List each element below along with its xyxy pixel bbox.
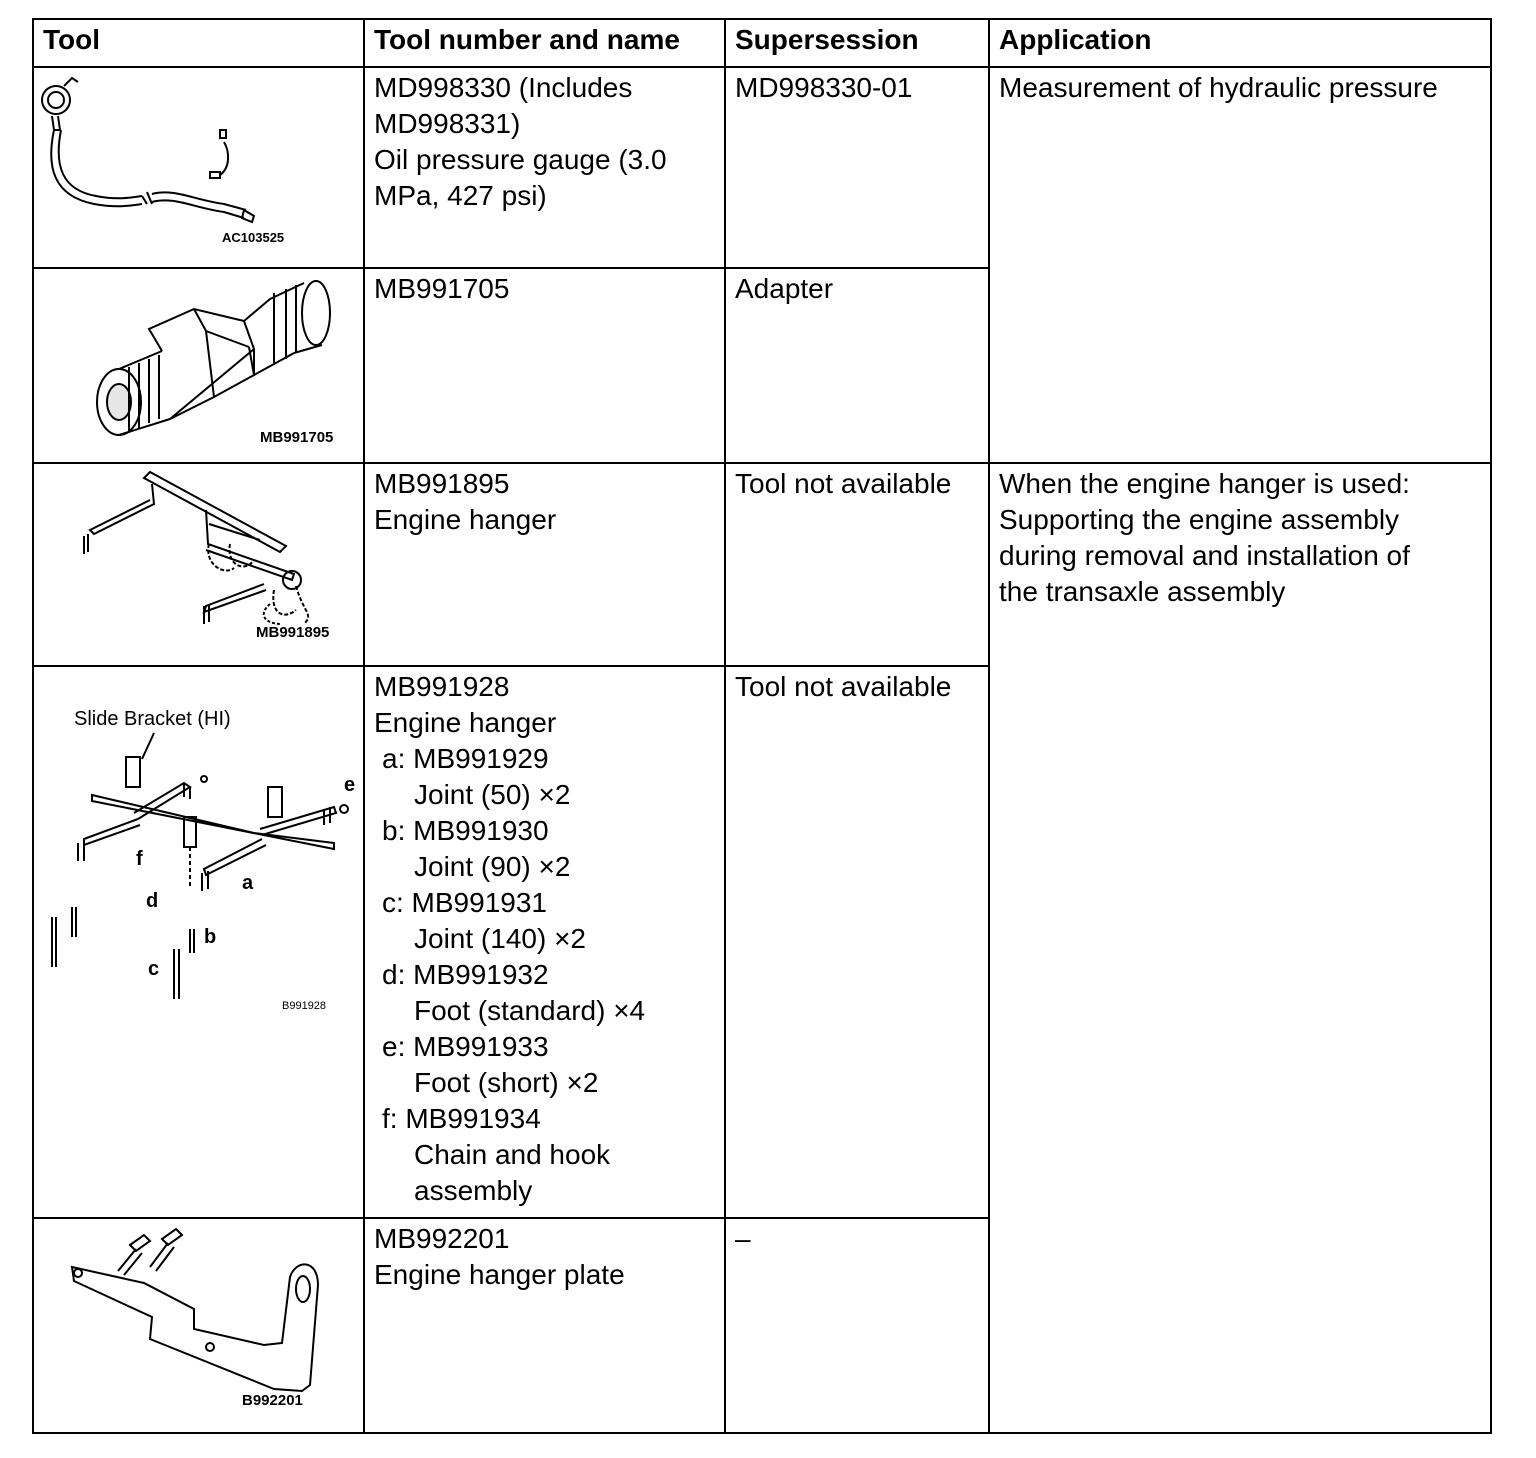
tool-number-line: MB991895 [374,468,510,499]
part-code: a: MB991929 [382,743,549,774]
callout-b: b [204,926,217,948]
callout-slide-bracket: Slide Bracket (HI) [74,708,231,730]
part-code: d: MB991932 [382,959,549,990]
tool-number-line: MB991705 [374,273,510,304]
application-cell [989,463,1491,1433]
engine-hanger-kit-icon [34,667,363,1217]
application-line: Supporting the engine assembly [999,504,1400,535]
tool-name-line: MPa, 427 psi) [374,180,547,211]
application-line: during removal and installation of [999,540,1410,571]
part-desc: assembly [414,1175,533,1206]
callout-c: c [148,958,160,980]
part-desc: Foot (short) ×2 [414,1067,599,1098]
tool-image-label: B991928 [282,1000,327,1012]
tool-image-cell [33,1218,364,1433]
tool-number-line: MD998330 (Includes [374,72,633,103]
tool-image-cell [33,268,364,463]
table-row [33,67,1491,268]
tool-number-cell [364,463,725,666]
header-tool-number-and-name: Tool number and name [364,19,725,67]
application-line: the transaxle assembly [999,576,1286,607]
part-desc: Joint (90) ×2 [414,851,571,882]
tool-name-line: Engine hanger [374,504,557,535]
part-code: b: MB991930 [382,815,549,846]
oil-pressure-gauge-icon [34,68,363,267]
tool-image-cell [33,666,364,1218]
tool-number-cell [364,666,725,1218]
supersession-cell: – [725,1218,989,1433]
tool-image-label: B992201 [242,1392,303,1409]
callout-e: e [344,774,356,796]
application-line: When the engine hanger is used: [999,468,1410,499]
tool-image-label: MB991895 [256,624,330,641]
tool-image-cell [33,67,364,268]
tool-name-line: Oil pressure gauge (3.0 [374,144,667,175]
part-code: e: MB991933 [382,1031,549,1062]
header-application: Application [989,19,1491,67]
tool-name-line: Engine hanger plate [374,1259,625,1290]
engine-hanger-icon [34,464,363,665]
supersession-cell: Tool not available [725,463,989,666]
tool-image-label: AC103525 [222,230,285,245]
tool-image-cell [33,463,364,666]
part-desc: Joint (50) ×2 [414,779,571,810]
supersession-cell: Tool not available [725,666,989,1218]
part-desc: Joint (140) ×2 [414,923,586,954]
part-code: f: MB991934 [382,1103,541,1134]
special-tools-table [32,18,1492,1434]
callout-f: f [136,848,143,870]
part-desc: Foot (standard) ×4 [414,995,646,1026]
tool-number-cell [364,1218,725,1433]
tool-image-label: MB991705 [260,429,334,446]
tool-number-cell [364,268,725,463]
callout-a: a [242,872,254,894]
part-desc: Chain and hook [414,1139,611,1170]
tool-number-line: MB991928 [374,671,510,702]
application-cell: Measurement of hydraulic pressure [989,67,1491,463]
tool-number-line: MD998331) [374,108,521,139]
tool-name-line: Engine hanger [374,707,557,738]
engine-hanger-plate-icon [34,1219,363,1432]
tool-number-line: MB992201 [374,1223,510,1254]
supersession-cell: MD998330-01 [725,67,989,268]
callout-d: d [146,890,159,912]
tool-number-cell [364,67,725,268]
part-code: c: MB991931 [382,887,547,918]
supersession-cell: Adapter [725,268,989,463]
header-tool: Tool [33,19,364,67]
table-row [33,463,1491,666]
header-supersession: Supersession [725,19,989,67]
adapter-icon [34,269,363,462]
header-row [33,19,1491,67]
